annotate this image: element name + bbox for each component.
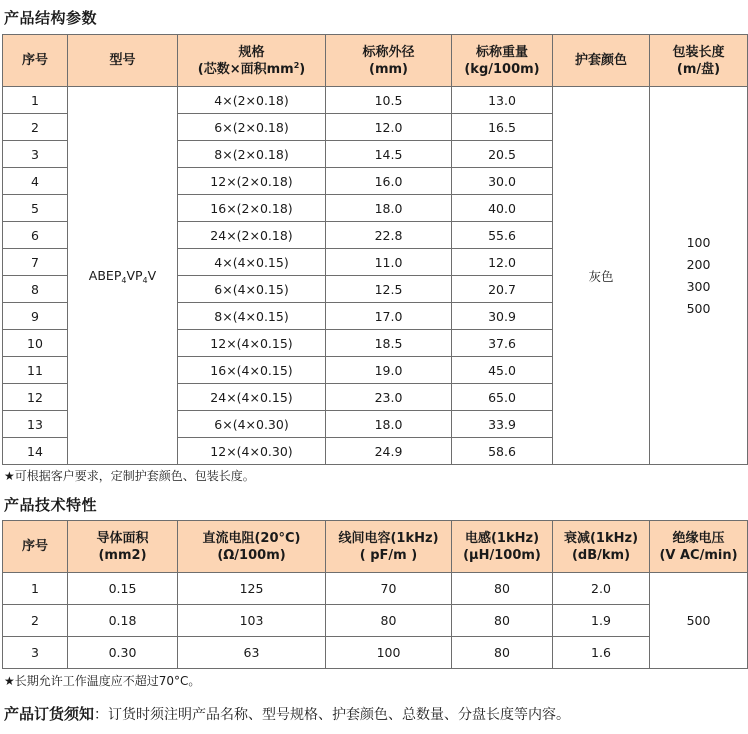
header2-att-line1: 衰减(1kHz) [563,530,639,546]
model-part-b: VP [126,268,143,283]
header2-cap-line1: 线间电容(1kHz) [338,530,439,546]
cell-seq: 5 [3,195,68,222]
cell-weight: 58.6 [452,438,553,465]
order-notice-text: ：订货时须注明产品名称、型号规格、护套颜色、总数量、分盘长度等内容。 [94,707,571,723]
cell2-seq: 3 [3,637,68,669]
cell2-attenuation: 1.6 [553,637,650,669]
header-outer-diameter [326,35,452,87]
cell-outer-diameter: 12.5 [326,276,452,303]
header2-ind-line1: 电感(1kHz) [464,530,540,546]
header-spec-line2 [178,61,325,78]
technical-header-row [3,521,748,573]
cell-spec: 12×(2×0.18) [178,168,326,195]
cell-spec: 4×(2×0.18) [178,87,326,114]
header2-resistance [178,521,326,573]
cell-weight: 20.7 [452,276,553,303]
header2-cap-line2: ( pF/m ) [359,547,418,563]
cell-spec: 24×(2×0.18) [178,222,326,249]
header2-area-line1: 导体面积 [96,530,149,546]
cell2-area: 0.15 [68,573,178,605]
header2-volt-line2: (V AC/min) [659,547,738,563]
header2-seq: 序号 [3,521,68,573]
header-od-line2: (mm) [369,61,408,77]
header2-attenuation [553,521,650,573]
technical-row [3,605,748,637]
header2-inductance [452,521,553,573]
cell-spec: 6×(4×0.30) [178,411,326,438]
cell-weight: 65.0 [452,384,553,411]
cell-weight: 45.0 [452,357,553,384]
header-spec-sup: 2 [293,60,300,70]
cell-spec: 16×(4×0.15) [178,357,326,384]
cell-outer-diameter: 23.0 [326,384,452,411]
cell-weight: 13.0 [452,87,553,114]
cell-seq: 9 [3,303,68,330]
structure-section-title: 产品结构参数 [4,9,98,27]
cell-outer-diameter: 14.5 [326,141,452,168]
cell2-inductance: 80 [452,637,553,669]
cell2-voltage: 500 [650,573,748,669]
cell2-capacitance: 70 [326,573,452,605]
cell-sheath-color: 灰色 [553,87,650,465]
cell-weight: 20.5 [452,141,553,168]
cell-outer-diameter: 17.0 [326,303,452,330]
header-wt-line2: (kg/100m) [464,61,540,77]
cell-outer-diameter: 18.5 [326,330,452,357]
cell-spec: 24×(4×0.15) [178,384,326,411]
cell-seq: 3 [3,141,68,168]
pack-length-value: 100 [686,234,711,250]
cell-weight: 37.6 [452,330,553,357]
cell2-attenuation: 2.0 [553,573,650,605]
model-sub-1: 4 [121,276,127,285]
cell2-attenuation: 1.9 [553,605,650,637]
header2-area [68,521,178,573]
model-part-a: ABEP [88,268,122,283]
cell2-area: 0.30 [68,637,178,669]
technical-row [3,637,748,669]
header-spec-close: ) [299,61,306,77]
cell-spec: 6×(4×0.15) [178,276,326,303]
cell-weight: 30.0 [452,168,553,195]
header-pack-length [650,35,748,87]
cell-outer-diameter: 18.0 [326,195,452,222]
cell2-resistance: 125 [178,573,326,605]
header-od-line1: 标称外径 [362,44,415,60]
cell-seq: 8 [3,276,68,303]
pack-length-value: 300 [686,278,711,294]
cell-seq: 11 [3,357,68,384]
cell-spec: 8×(4×0.15) [178,303,326,330]
header2-area-line2: (mm2) [98,547,147,563]
cell-spec: 12×(4×0.15) [178,330,326,357]
structure-note: ★可根据客户要求，定制护套颜色、包装长度。 [4,469,255,483]
header2-res-line1: 直流电阻(20°C) [202,530,301,546]
cell-seq: 13 [3,411,68,438]
cell-seq: 6 [3,222,68,249]
cell-spec: 16×(2×0.18) [178,195,326,222]
header-len-line2: (m/盘) [676,61,721,77]
cell-weight: 16.5 [452,114,553,141]
cell-outer-diameter: 12.0 [326,114,452,141]
header2-voltage [650,521,748,573]
cell-seq: 10 [3,330,68,357]
cell2-capacitance: 80 [326,605,452,637]
header2-ind-line2: (μH/100m) [463,547,541,563]
cell-outer-diameter: 10.5 [326,87,452,114]
cell-seq: 1 [3,87,68,114]
structure-row [3,87,748,114]
cell2-seq: 2 [3,605,68,637]
cell-pack-lengths [650,87,748,465]
cell2-inductance: 80 [452,605,553,637]
model-sub-2: 4 [142,276,148,285]
header-seq: 序号 [3,35,68,87]
cell-seq: 12 [3,384,68,411]
cell2-inductance: 80 [452,573,553,605]
cell-weight: 55.6 [452,222,553,249]
cell-outer-diameter: 18.0 [326,411,452,438]
header-len-line1: 包装长度 [672,44,725,60]
cell-outer-diameter: 24.9 [326,438,452,465]
cell2-capacitance: 100 [326,637,452,669]
order-notice [4,703,570,724]
cell-outer-diameter: 16.0 [326,168,452,195]
cell2-resistance: 63 [178,637,326,669]
header-spec-line1: 规格 [238,44,265,60]
cell-spec: 4×(4×0.15) [178,249,326,276]
cell-outer-diameter: 19.0 [326,357,452,384]
header-model: 型号 [68,35,178,87]
structure-table [2,34,748,465]
header-weight [452,35,553,87]
structure-header-row [3,35,748,87]
cell-model [68,87,178,465]
header-spec-unit: (芯数×面积mm [197,61,294,77]
pack-length-value: 200 [686,256,711,272]
cell-spec: 12×(4×0.30) [178,438,326,465]
cell2-area: 0.18 [68,605,178,637]
cell-seq: 2 [3,114,68,141]
header-spec [178,35,326,87]
cell-seq: 7 [3,249,68,276]
model-part-c: V [147,268,157,283]
pack-length-value: 500 [686,300,711,316]
header2-res-line2: (Ω/100m) [217,547,286,563]
cell-weight: 33.9 [452,411,553,438]
cell-spec: 6×(2×0.18) [178,114,326,141]
cell2-seq: 1 [3,573,68,605]
header-sheath-color: 护套颜色 [553,35,650,87]
cell-spec: 8×(2×0.18) [178,141,326,168]
order-notice-label: 产品订货须知 [4,705,95,723]
cell-weight: 30.9 [452,303,553,330]
technical-section-title: 产品技术特性 [4,496,98,514]
cell-seq: 14 [3,438,68,465]
cell-weight: 40.0 [452,195,553,222]
technical-row [3,573,748,605]
technical-table [2,520,748,669]
technical-note: ★长期允许工作温度应不超过70°C。 [4,674,201,688]
header2-volt-line1: 绝缘电压 [672,530,725,546]
header2-att-line2: (dB/km) [571,547,631,563]
cell-outer-diameter: 11.0 [326,249,452,276]
cell-outer-diameter: 22.8 [326,222,452,249]
cell-seq: 4 [3,168,68,195]
header2-capacitance [326,521,452,573]
cell2-resistance: 103 [178,605,326,637]
header-wt-line1: 标称重量 [475,44,528,60]
cell-weight: 12.0 [452,249,553,276]
